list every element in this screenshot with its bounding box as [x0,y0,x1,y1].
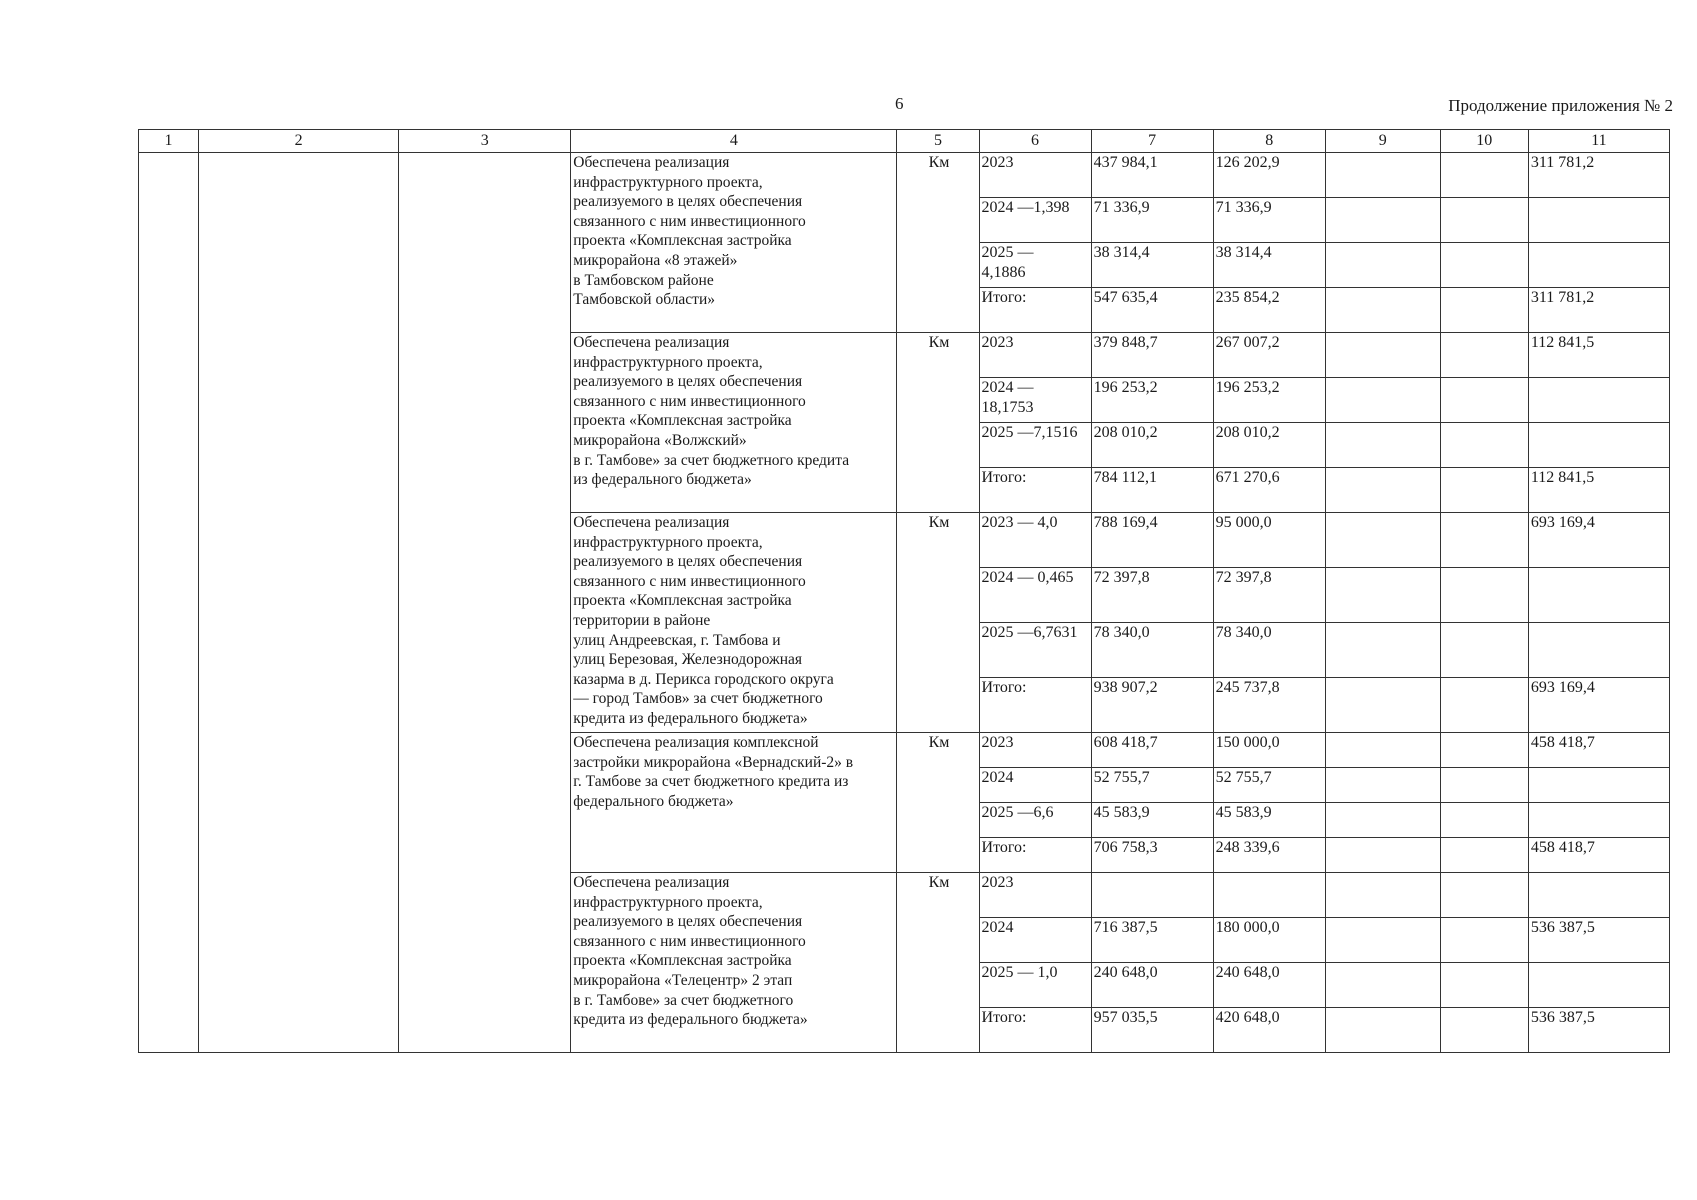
value-cell: 235 854,2 [1213,288,1325,333]
value-cell [1528,243,1669,288]
value-cell: 240 648,0 [1213,963,1325,1008]
value-cell: 196 253,2 [1213,378,1325,423]
value-cell [1325,873,1440,918]
year-cell: 2023 [979,153,1091,198]
value-cell [1325,568,1440,623]
value-cell [1528,198,1669,243]
value-cell: 248 339,6 [1213,838,1325,873]
column-number-row [139,130,1670,153]
value-cell: 420 648,0 [1213,1008,1325,1053]
value-cell: 112 841,5 [1528,333,1669,378]
value-cell [1325,678,1440,733]
value-cell [1325,243,1440,288]
value-cell: 693 169,4 [1528,678,1669,733]
year-cell: 2025 —6,6 [979,803,1091,838]
project-description [571,333,897,513]
unit-cell: Км [897,733,979,873]
value-cell: 536 387,5 [1528,1008,1669,1053]
value-cell [1440,803,1528,838]
project-description-text: Обеспечена реализация инфраструктурного проекта, реализуемого в целях обеспечения связанного с ним инвестиционного проекта «Комплексная застройка микрорайона «Волжский» в г. Тамбове» за счет бюджетного кредита из федерального бюджета» [573,334,850,489]
value-cell [1440,378,1528,423]
value-cell: 71 336,9 [1091,198,1213,243]
year-cell: Итого: [979,288,1091,333]
value-cell: 311 781,2 [1528,288,1669,333]
year-cell: 2025 —7,1516 [979,423,1091,468]
value-cell [1440,153,1528,198]
value-cell [1325,733,1440,768]
column-header: 3 [399,130,571,153]
value-cell [1440,423,1528,468]
value-cell [1528,768,1669,803]
value-cell [1325,918,1440,963]
value-cell [1528,623,1669,678]
value-cell [1440,838,1528,873]
value-cell [1091,873,1213,918]
value-cell [1440,963,1528,1008]
value-cell [1325,623,1440,678]
year-cell: 2024 — 18,1753 [979,378,1091,423]
value-cell: 458 418,7 [1528,733,1669,768]
col3-cell [399,153,571,1053]
value-cell: 38 314,4 [1091,243,1213,288]
column-header: 8 [1213,130,1325,153]
value-cell: 52 755,7 [1091,768,1213,803]
value-cell: 208 010,2 [1213,423,1325,468]
value-cell [1528,568,1669,623]
value-cell [1440,1008,1528,1053]
column-header: 5 [897,130,979,153]
column-header: 7 [1091,130,1213,153]
unit-cell: Км [897,333,979,513]
value-cell [1440,623,1528,678]
value-cell: 240 648,0 [1091,963,1213,1008]
value-cell [1528,803,1669,838]
year-cell: 2023 [979,873,1091,918]
value-cell: 671 270,6 [1213,468,1325,513]
value-cell [1440,733,1528,768]
value-cell: 52 755,7 [1213,768,1325,803]
year-cell: 2023 [979,733,1091,768]
value-cell: 45 583,9 [1091,803,1213,838]
year-cell: 2025 —6,7631 [979,623,1091,678]
appendix-table [138,129,1670,1053]
project-description-text: Обеспечена реализация инфраструктурного проекта, реализуемого в целях обеспечения связанного с ним инвестиционного проекта «Комплексная застройка микрорайона «8 этажей» в Тамбовском районе Тамбовской области» [573,154,806,309]
value-cell: 716 387,5 [1091,918,1213,963]
value-cell: 379 848,7 [1091,333,1213,378]
value-cell: 208 010,2 [1091,423,1213,468]
year-cell: 2025 — 4,1886 [979,243,1091,288]
value-cell: 245 737,8 [1213,678,1325,733]
value-cell [1325,333,1440,378]
year-cell: 2024 [979,918,1091,963]
year-cell: 2024 [979,768,1091,803]
value-cell: 458 418,7 [1528,838,1669,873]
table-header [139,130,1670,153]
value-cell: 547 635,4 [1091,288,1213,333]
value-cell: 693 169,4 [1528,513,1669,568]
value-cell [1325,1008,1440,1053]
year-cell: Итого: [979,838,1091,873]
value-cell [1325,768,1440,803]
table-body [139,153,1670,1053]
value-cell [1528,423,1669,468]
value-cell: 126 202,9 [1213,153,1325,198]
project-description [571,153,897,333]
value-cell [1440,513,1528,568]
value-cell: 78 340,0 [1213,623,1325,678]
value-cell [1325,198,1440,243]
value-cell: 536 387,5 [1528,918,1669,963]
appendix-continuation-title: Продолжение приложения № 2 [1448,96,1673,115]
value-cell [1325,288,1440,333]
value-cell: 45 583,9 [1213,803,1325,838]
value-cell: 180 000,0 [1213,918,1325,963]
value-cell [1325,513,1440,568]
year-cell: 2025 — 1,0 [979,963,1091,1008]
value-cell: 938 907,2 [1091,678,1213,733]
value-cell: 608 418,7 [1091,733,1213,768]
column-header: 9 [1325,130,1440,153]
year-cell: Итого: [979,678,1091,733]
value-cell [1440,243,1528,288]
year-cell: 2023 [979,333,1091,378]
value-cell: 78 340,0 [1091,623,1213,678]
column-header: 11 [1528,130,1669,153]
value-cell: 311 781,2 [1528,153,1669,198]
unit-cell: Км [897,513,979,733]
value-cell [1440,568,1528,623]
project-description-text: Обеспечена реализация инфраструктурного проекта, реализуемого в целях обеспечения связанного с ним инвестиционного проекта «Комплексная застройка микрорайона «Телецентр» 2 этап в г. Тамбове» за счет бюджетного кредита из федерального бюджета» [573,874,808,1029]
project-description [571,733,897,873]
value-cell: 706 758,3 [1091,838,1213,873]
year-cell: 2024 — 0,465 [979,568,1091,623]
value-cell [1440,768,1528,803]
value-cell [1325,468,1440,513]
value-cell [1325,153,1440,198]
column-header: 4 [571,130,897,153]
value-cell [1528,378,1669,423]
column-header: 10 [1440,130,1528,153]
value-cell [1325,378,1440,423]
value-cell [1325,423,1440,468]
value-cell: 71 336,9 [1213,198,1325,243]
value-cell: 957 035,5 [1091,1008,1213,1053]
value-cell [1325,963,1440,1008]
value-cell: 784 112,1 [1091,468,1213,513]
column-header: 2 [199,130,399,153]
value-cell: 95 000,0 [1213,513,1325,568]
value-cell: 267 007,2 [1213,333,1325,378]
value-cell [1440,873,1528,918]
value-cell: 72 397,8 [1091,568,1213,623]
value-cell [1213,873,1325,918]
value-cell: 150 000,0 [1213,733,1325,768]
year-cell: 2024 —1,398 [979,198,1091,243]
year-cell: Итого: [979,468,1091,513]
value-cell: 72 397,8 [1213,568,1325,623]
column-header: 6 [979,130,1091,153]
value-cell: 38 314,4 [1213,243,1325,288]
value-cell [1528,963,1669,1008]
value-cell: 437 984,1 [1091,153,1213,198]
value-cell [1440,333,1528,378]
unit-cell: Км [897,873,979,1053]
value-cell: 112 841,5 [1528,468,1669,513]
value-cell [1528,873,1669,918]
table-row [139,153,1670,198]
page-number: 6 [895,94,904,113]
unit-cell: Км [897,153,979,333]
value-cell [1440,198,1528,243]
year-cell: 2023 — 4,0 [979,513,1091,568]
value-cell [1440,288,1528,333]
value-cell [1440,678,1528,733]
value-cell: 788 169,4 [1091,513,1213,568]
value-cell [1325,838,1440,873]
col2-cell [199,153,399,1053]
project-description-text: Обеспечена реализация комплексной застройки микрорайона «Вернадский-2» в г. Тамбове за счет бюджетного кредита из федерального бюджета» [573,734,854,810]
value-cell [1440,468,1528,513]
value-cell [1325,803,1440,838]
value-cell [1440,918,1528,963]
column-header: 1 [139,130,199,153]
col1-cell [139,153,199,1053]
year-cell: Итого: [979,1008,1091,1053]
project-description [571,513,897,733]
project-description-text: Обеспечена реализация инфраструктурного проекта, реализуемого в целях обеспечения связанного с ним инвестиционного проекта «Комплексная застройка территории в районе улиц Андреевская, г. Тамбова и улиц Березовая, Железнодорожная казарма в д. Перикса городского округа — город Тамбов» за счет бюджетного кредита из федерального бюджета» [573,514,834,727]
value-cell: 196 253,2 [1091,378,1213,423]
project-description [571,873,897,1053]
